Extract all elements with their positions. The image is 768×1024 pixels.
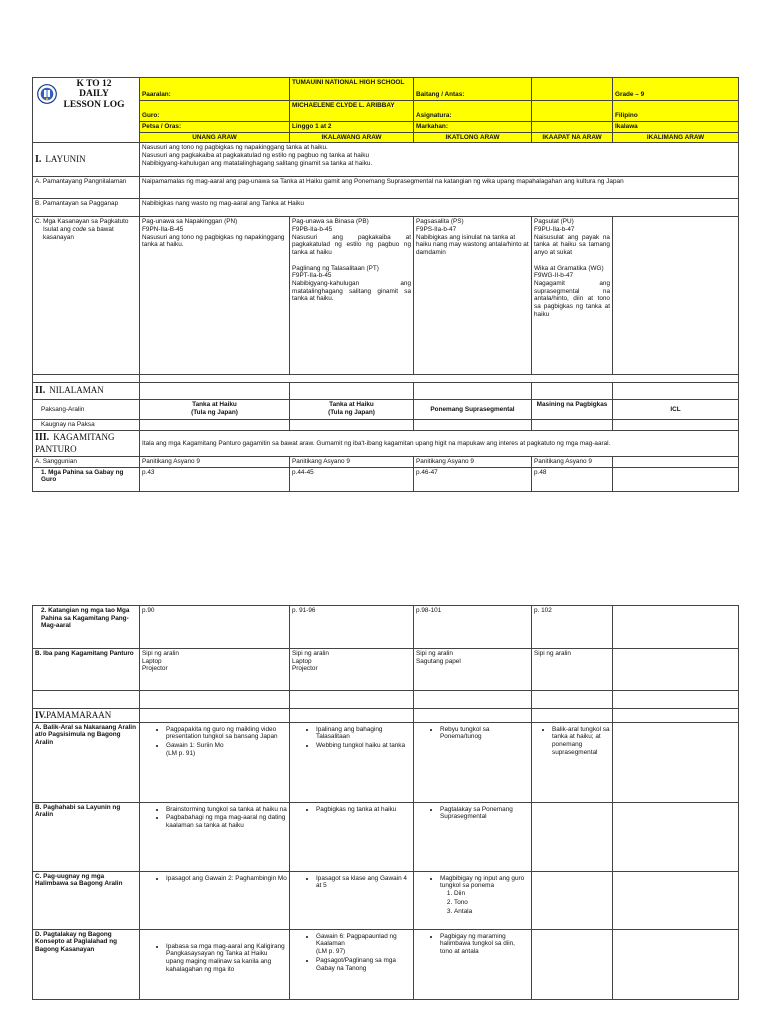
guro-label: Guro: <box>140 101 290 122</box>
guro-value: MICHAELENE CLYDE L. ARIBBAY <box>290 101 414 122</box>
iba-pang-kagamitan-label: B. Iba pang Kagamitang Panturo <box>33 649 140 691</box>
iba-day4: Sipi ng aralin <box>532 649 613 691</box>
kagamitan-day3: p.98-101 <box>414 606 532 649</box>
kasanayan-day2: Pag-unawa sa Binasa (PB) F9PB-IIa-b-45 Nasusuri ang pagkakaiba at pagkakatulad ng estilo ng pagbuo ng tanka at haiku Paglinang ng Talasalitaan (PT) F9PT-IIa-b-45 Nabibigyang-kahulugan ang matatalinghagang salitang ginamit sa tanka at haiku. <box>290 217 414 375</box>
paksang-aralin-label: Paksang-Aralin <box>33 400 140 420</box>
day-header-1: UNANG ARAW <box>140 132 290 143</box>
layunin-line-2: Nasusuri ang pagkakaiba at pagkakatulad ng estilo ng pagbuo ng tanka at haiku <box>142 152 370 160</box>
layunin-label: LAYUNIN <box>45 153 86 164</box>
layunin-heading <box>33 143 140 177</box>
layunin-line-1: Nasusuri ang tono ng pagbigkas ng napakinggang tanka at haiku. <box>142 144 328 152</box>
list-item: 3. Antala <box>454 908 529 916</box>
day-header-2: IKALAWANG ARAW <box>290 132 414 143</box>
pamantayang-pangnilalaman-label: A. Pamantayang Pangnilalaman <box>33 177 140 199</box>
paghahabi-day2 <box>290 802 414 871</box>
list-item: 2. Tono <box>454 899 529 907</box>
kagamitang-heading: III. KAGAMITANG PANTURO <box>33 431 140 457</box>
list-item: • Pagtalakay sa Ponemang Suprasegmental <box>440 806 529 821</box>
kagamitan-mag-aaral-label: 2. Katangian ng mga tao Mga Pahina sa Kagamitang Pang-Mag-aaral <box>33 606 140 649</box>
kaugnay-na-paksa-label: Kaugnay na Paksa <box>33 420 140 431</box>
title-line-3: LESSON LOG <box>63 99 125 110</box>
gabay-day1: p.43 <box>140 467 290 491</box>
pag-uugnay-label: C. Pag-uugnay ng mga Halimbawa sa Bagong Aralin <box>33 871 140 929</box>
paksang-aralin-day3: Ponemang Suprasegmental <box>414 400 532 420</box>
petsa-label: Petsa / Oras: <box>140 122 290 133</box>
layunin-line-3: Nabibigyang-kahulugan ang matatalinghagang salitang ginamit sa tanka at haiku. <box>142 159 373 167</box>
list-item: • Rebyu tungkol sa Ponema/tunog <box>440 726 529 741</box>
pagtalakay-day1 <box>140 929 290 999</box>
kasanayan-day3: Pagsasalita (PS) F9PS-IIa-b-47 Nabibigkas ang isinulat na tanka at haiku nang may wastong antala/hinto at damdamin <box>414 217 532 375</box>
paghahabi-day3 <box>414 802 532 871</box>
baitang-label: Baitang / Antas: <box>414 78 532 101</box>
kagamitan-day4: p. 102 <box>532 606 613 649</box>
paaralan-label: Paaralan: <box>140 78 290 101</box>
balik-aral-day4 <box>532 722 613 802</box>
sanggunian-day1: Panitikang Asyano 9 <box>140 456 290 467</box>
balik-aral-label: A. Balik-Aral sa Nakaraang Aralin at/o Pagsisimula ng Bagong Aralin <box>33 722 140 802</box>
list-item: • Magbibigay ng input ang guro tungkol sa ponema 1. Diin 2. Tono 3. Antala <box>440 875 529 915</box>
iba-day1: Sipi ng aralin Laptop Projector <box>140 649 290 691</box>
balik-aral-day2 <box>290 722 414 802</box>
kasanayan-label-cell <box>33 217 140 375</box>
layunin-text <box>140 143 739 177</box>
kasanayan-day4: Pagsulat (PU) F9PU-IIa-b-47 Naisusulat ang payak na tanka at haiku sa tamang anyo at sukat Wika at Gramatika (WG) F9WG-II-b-47 Nagagamit ang suprasegmental na antala/hinto, diin at tono sa pagbigkas ng tanka at haiku <box>532 217 613 375</box>
gabay-day3: p.46-47 <box>414 467 532 491</box>
asignatura-label: Asignatura: <box>414 101 532 122</box>
kagamitang-label: KAGAMITANG PANTURO <box>35 432 115 455</box>
sanggunian-label: A. Sanggunian <box>33 456 140 467</box>
deped-seal-icon <box>37 84 57 104</box>
list-item: • Ipasagot sa klase ang Gawain 4 at 5 <box>316 875 411 890</box>
pamantayan-pagganap-text: Nabibigkas nang wasto ng mag-aaral ang Tanka at Haiku <box>140 199 739 217</box>
nilalaman-heading: II. NILALAMAN <box>33 383 140 400</box>
gabay-day2: p.44-45 <box>290 467 414 491</box>
markahan-value: Ikalawa <box>613 122 739 133</box>
list-item: • Ipasagot ang Gawain 2: Paghambingin Mo <box>166 875 287 883</box>
sanggunian-day3: Panitikang Asyano 9 <box>414 456 532 467</box>
title-line-1: K TO 12 <box>76 79 112 89</box>
pamamaraan-heading: IV.PAMAMARAAN <box>33 709 140 723</box>
balik-aral-day3 <box>414 722 532 802</box>
pamamaraan-label: PAMAMARAAN <box>46 710 112 720</box>
pagtalakay-day2 <box>290 929 414 999</box>
petsa-value: Linggo 1 at 2 <box>290 122 414 133</box>
list-item: • Ipalinang ang bahaging Talasalitaan <box>316 726 411 741</box>
list-item: • Pagbabahagi ng mga mag-aaral ng dating kaalaman sa tanka at haiku <box>166 814 287 829</box>
baitang-value: Grade – 9 <box>613 78 739 101</box>
title-line-2: DAILY <box>79 89 109 100</box>
list-item: • Webbing tungkol haiku at tanka <box>316 742 411 750</box>
paksang-aralin-day1: Tanka at Haiku (Tula ng Japan) <box>140 400 290 420</box>
lesson-log-table-part2 <box>32 605 739 1000</box>
iba-day3: Sipi ng aralin Sagutang papel <box>414 649 532 691</box>
kasanayan-day5 <box>613 217 739 375</box>
kasanayan-label: C. Mga Kasanayan sa Pagkatuto <box>35 218 129 226</box>
list-item: • Pagbigay ng maraming halimbawa tungkol sa diin, tono at antala <box>440 933 529 956</box>
list-item: 1. Diin <box>454 890 529 898</box>
paksang-aralin-day4: Masining na Pagbigkas <box>532 400 613 420</box>
pag-uugnay-day3 <box>414 871 532 929</box>
list-item: • Gawain 1: Suriin Mo (LM p. 91) <box>166 742 287 757</box>
balik-aral-day1 <box>140 722 290 802</box>
layunin-num: I. <box>35 153 42 165</box>
lesson-log-table-part1 <box>32 77 739 492</box>
gabay-label: 1. Mga Pahina sa Gabay ng Guro <box>33 467 140 491</box>
list-item: • Gawain 6: Pagpapaunlad ng Kaalaman (LM p. 97) <box>316 933 411 956</box>
sanggunian-day2: Panitikang Asyano 9 <box>290 456 414 467</box>
pagtalakay-label: D. Pagtalakay ng Bagong Konsepto at Paglalahad ng Bagong Kasanayan <box>33 929 140 999</box>
header-title-cell <box>33 78 140 133</box>
asignatura-value: Filipino <box>613 101 739 122</box>
pamantayang-pangnilalaman-text: Naipamamalas ng mag-aaral ang pag-unawa sa Tanka at Haiku gamit ang Ponemang Suprasegmental na katangian ng wika upang mapahalagahan ang kultura ng Japan <box>140 177 739 199</box>
list-item: • Pagbigkas ng tanka at haiku <box>316 806 411 814</box>
kasanayan-sublabel: Isulat ang code sa bawat kasanayan <box>43 226 114 241</box>
list-item: • Brainstorming tungkol sa tanka at haiku na <box>166 806 287 814</box>
day-header-4: IKAAPAT NA ARAW <box>532 132 613 143</box>
paghahabi-day1 <box>140 802 290 871</box>
list-item: • Balik-aral tungkol sa tanka at haiku; at ponemang suprasegmental <box>552 726 610 757</box>
sanggunian-day4: Panitikang Asyano 9 <box>532 456 613 467</box>
pagtalakay-day3 <box>414 929 532 999</box>
list-item: • Pagsagot/Paglinang sa mga Gabay na Tanong <box>316 957 411 972</box>
list-item: • Pagpapakita ng guro ng maikling video presentation tungkol sa bansang Japan <box>166 726 287 741</box>
paaralan-value: TUMAUINI NATIONAL HIGH SCHOOL <box>290 78 414 101</box>
day-header-3: IKATLONG ARAW <box>414 132 532 143</box>
nilalaman-label: NILALAMAN <box>49 385 104 396</box>
list-item: • Ipabasa sa mga mag-aaral ang Kaligirang Pangkasaysayan ng Tanka at Haiku upang maging malinaw sa kanila ang kahalagahan ng mga ito <box>166 943 287 974</box>
kagamitan-day2: p. 91-96 <box>290 606 414 649</box>
paksang-aralin-day2: Tanka at Haiku (Tula ng Japan) <box>290 400 414 420</box>
pag-uugnay-day2 <box>290 871 414 929</box>
kasanayan-day1: Pag-unawa sa Napakinggan (PN) F9PN-IIa-B-45 Nasusuri ang tono ng pagbigkas ng napakinggang tanka at haiku. <box>140 217 290 375</box>
iba-day2: Sipi ng aralin Laptop Projector <box>290 649 414 691</box>
paksang-aralin-day5: ICL <box>613 400 739 420</box>
markahan-label: Markahan: <box>414 122 532 133</box>
pag-uugnay-day1 <box>140 871 290 929</box>
day-header-5: IKALIMANG ARAW <box>613 132 739 143</box>
kagamitan-day1: p.90 <box>140 606 290 649</box>
paghahabi-label: B. Paghahabi sa Layunin ng Aralin <box>33 802 140 871</box>
gabay-day4: p.48 <box>532 467 613 491</box>
kagamitang-text: Itala ang mga Kagamitang Panturo gagamitin sa bawat araw. Gumamit ng iba't-ibang kagamitan upang higit na mapukaw ang interes at pagkatuto ng mga mag-aaral. <box>140 431 739 457</box>
pamantayan-pagganap-label: B. Pamantayan sa Pagganap <box>33 199 140 217</box>
